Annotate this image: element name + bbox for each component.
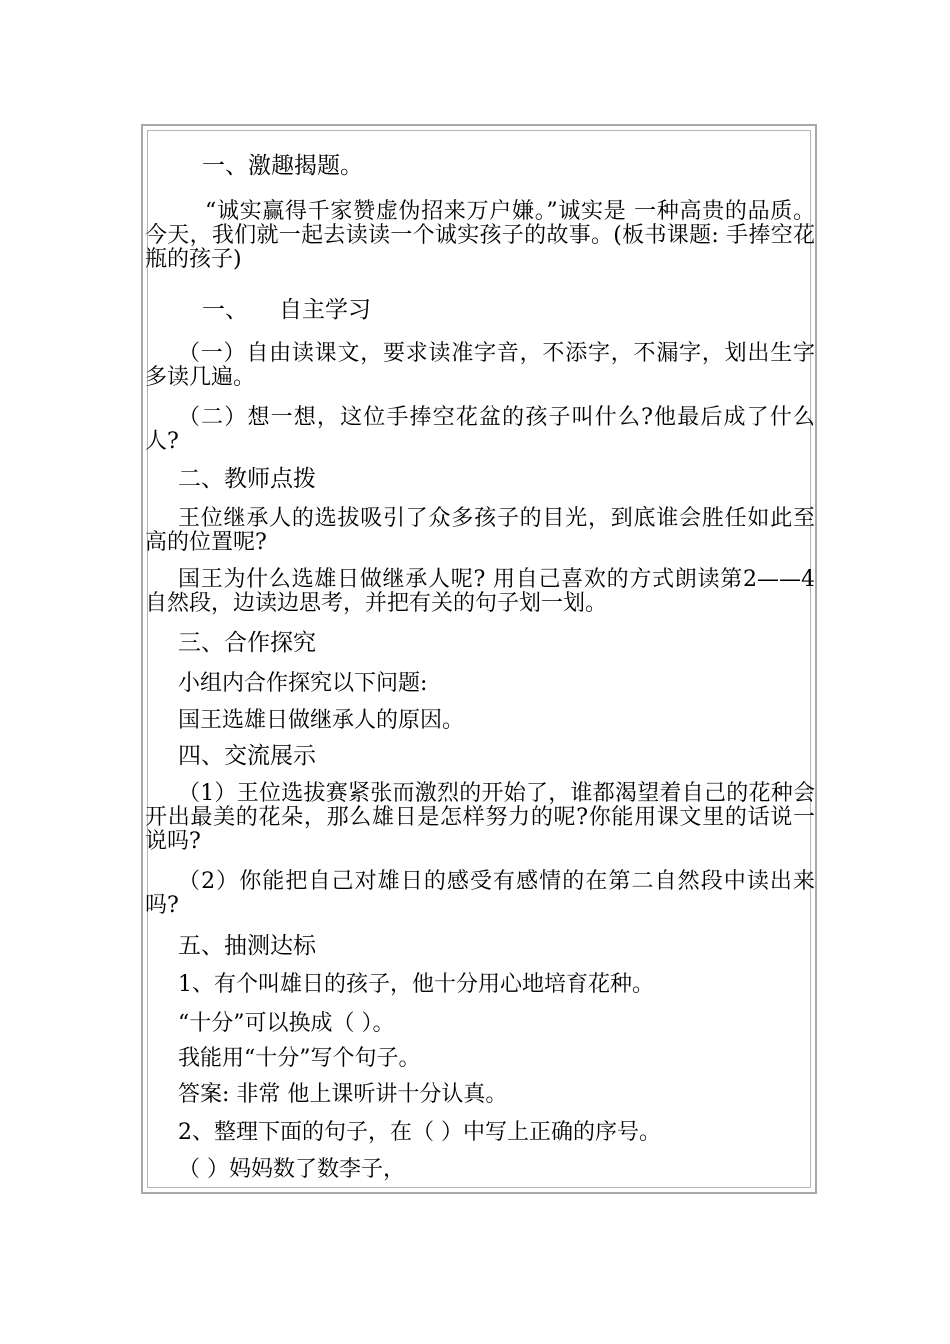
item-free-reading: （一）自由读课文，要求读准字音，不添字，不漏字，划出生字多读几遍。 (145, 341, 815, 390)
display-paragraph-2: （2）你能把自己对雄日的感受有感情的在第二自然段中读出来吗? (145, 869, 815, 918)
guidance-paragraph-1: 王位继承人的选拔吸引了众多孩子的目光，到底谁会胜任如此至高的位置呢? (145, 506, 815, 555)
guidance-paragraph-2: 国王为什么选雄日做继承人呢? 用自己喜欢的方式朗读第2——4 自然段，边读边思考，并把有关的句子划一划。 (145, 567, 815, 616)
test-question-1-sentence: 我能用“十分”写个句子。 (178, 1046, 421, 1071)
test-question-1: 1、有个叫雄日的孩子，他十分用心地培育花种。 (178, 972, 654, 997)
item-think: （二）想一想，这位手捧空花盆的孩子叫什么?他最后成了什么人? (145, 405, 815, 454)
cooperation-paragraph-2: 国王选雄日做继承人的原因。 (178, 708, 465, 733)
heading-stimulate-interest: 一、激趣揭题。 (202, 153, 363, 179)
heading-self-study-number: 一、 (202, 297, 248, 323)
intro-paragraph: “诚实赢得千家赞虚伪招来万户嫌。”诚实是 一种高贵的品质。今天，我们就一起去读读一个诚实孩子的故事。(板书课题: 手捧空花瓶的孩子) (145, 199, 815, 272)
test-question-2: 2、整理下面的句子，在（ ）中写上正确的序号。 (178, 1120, 661, 1145)
heading-sample-test: 五、抽测达标 (178, 933, 316, 959)
heading-teacher-guidance: 二、教师点拨 (178, 466, 316, 492)
cooperation-paragraph-1: 小组内合作探究以下问题: (178, 671, 428, 696)
display-paragraph-1: （1）王位选拔赛紧张而激烈的开始了，谁都渴望着自己的花种会开出最美的花朵，那么雄日是怎样努力的呢?你能用课文里的话说一说吗? (145, 781, 815, 854)
heading-exchange-display: 四、交流展示 (178, 743, 316, 769)
test-question-1-answer: 答案: 非常 他上课听讲十分认真。 (178, 1082, 508, 1107)
test-question-1-replace: “十分”可以换成（ ）。 (178, 1011, 395, 1036)
heading-self-study-text: 自主学习 (279, 297, 371, 323)
heading-cooperative-inquiry: 三、合作探究 (178, 630, 316, 656)
test-question-2-item: （ ）妈妈数了数李子， (178, 1157, 405, 1182)
